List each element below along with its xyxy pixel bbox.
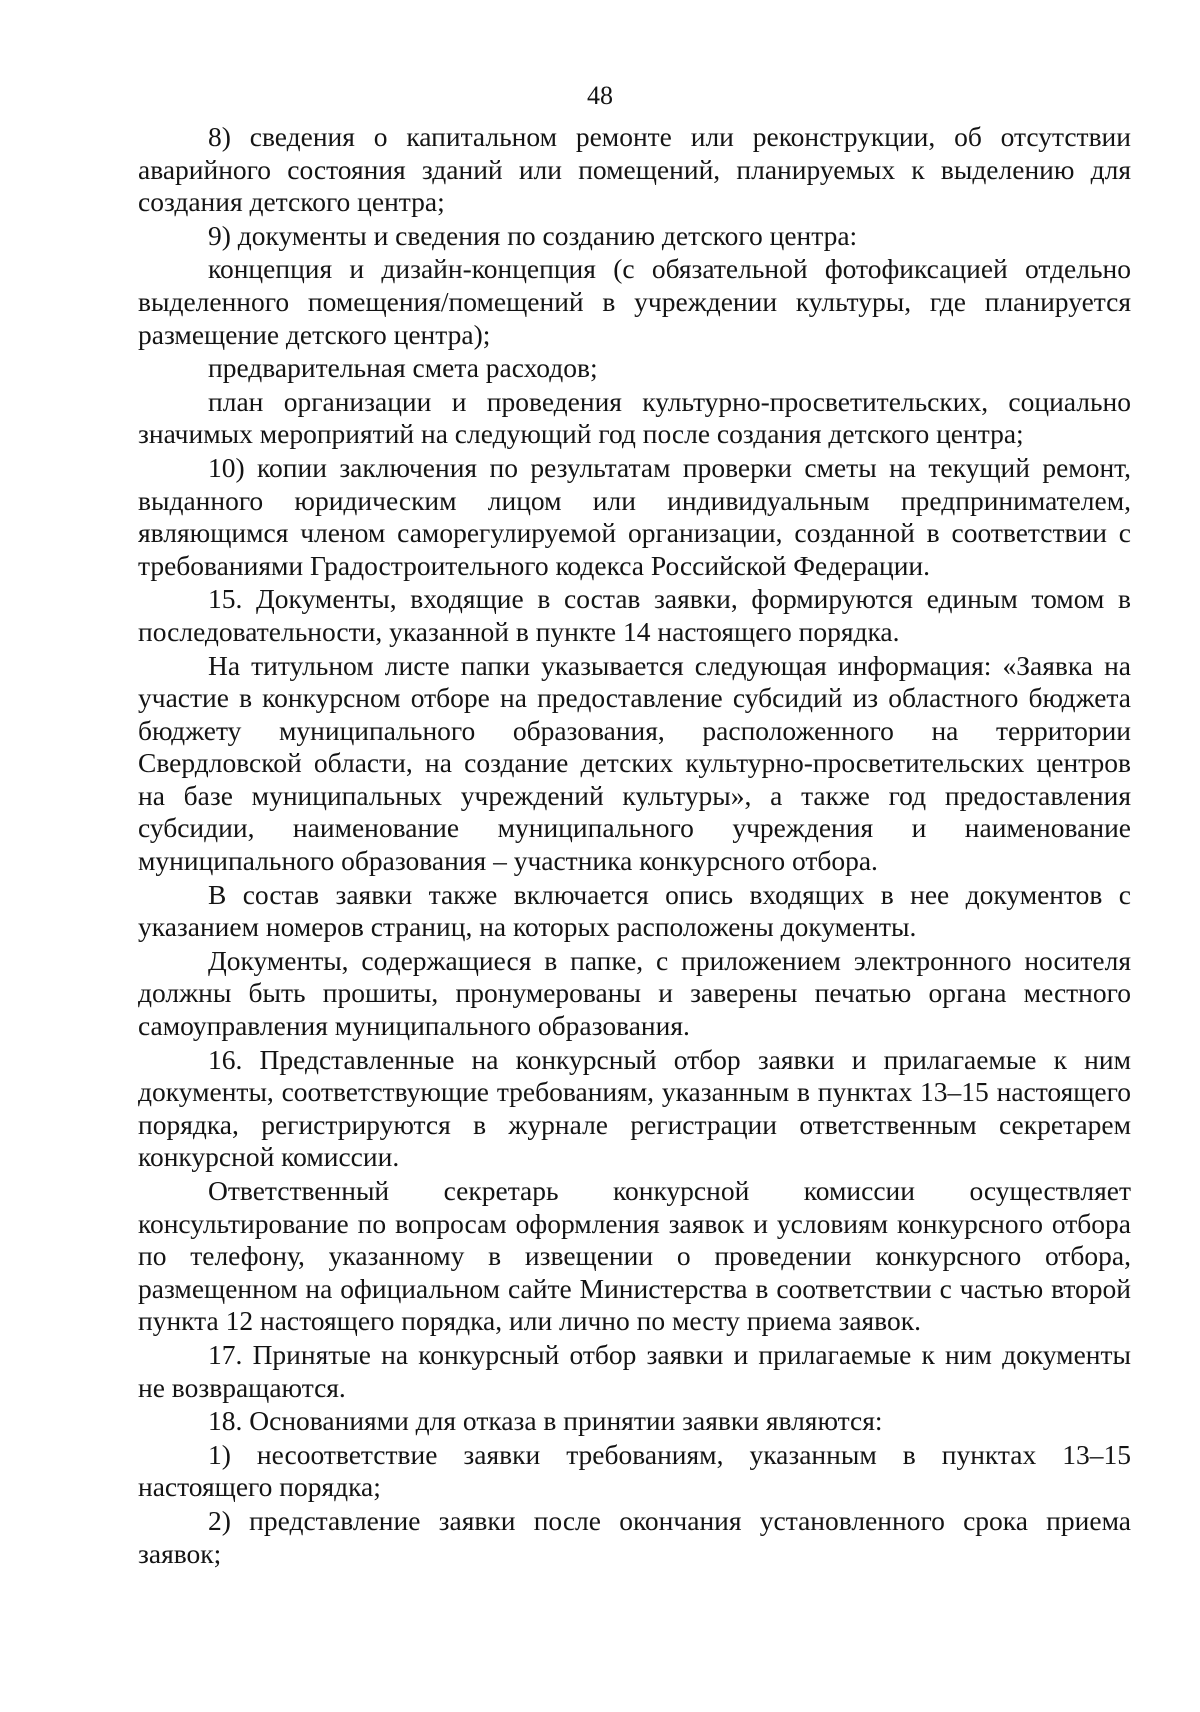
paragraph-reason-2: 2) представление заявки после окончания установленного срока приема заявок; <box>138 1504 1131 1569</box>
paragraph-clause-15: 15. Документы, входящие в состав заявки, формируются единым томом в последовательности, указанной в пункте 14 настоящего порядка. <box>138 583 1131 647</box>
paragraph-item-9: 9) документы и сведения по созданию детского центра: <box>208 219 858 251</box>
paragraph-concept: концепция и дизайн-концепция (с обязательной фотофиксацией отдельно выделенного помещения/помещений в учреждении культуры, где планируется размещение детского центра); <box>138 253 1131 350</box>
paragraph-binding: Документы, содержащиеся в папке, с приложением электронного носителя должны быть прошиты, пронумерованы и заверены печатью органа местного самоуправления муниципального образования. <box>138 944 1131 1042</box>
paragraph-clause-16: 16. Представленные на конкурсный отбор заявки и прилагаемые к ним документы, соответствующие требованиям, указанным в пунктах 13–15 настоящего порядка, регистрируются в журнале регистрации ответственным секретарем конкурсной комиссии. <box>138 1043 1131 1173</box>
paragraph-clause-18: 18. Основаниями для отказа в принятии заявки являются: <box>208 1405 883 1437</box>
document-body <box>138 121 1131 1570</box>
paragraph-reason-1: 1) несоответствие заявки требованиям, указанным в пунктах 13–15 настоящего порядка; <box>138 1438 1131 1503</box>
paragraph-title-sheet: На титульном листе папки указывается следующая информация: «Заявка на участие в конкурсном отборе на предоставление субсидий из областного бюджета бюджету муниципального образования, расположенного на территории Свердловской области, на создание детских культурно-просветительских центров на базе муниципальных учреждений культуры», а также год предоставления субсидии, наименование муниципального учреждения и наименование муниципального образования – участника конкурсного отбора. <box>138 649 1131 877</box>
paragraph-item-8: 8) сведения о капитальном ремонте или реконструкции, об отсутствии аварийного состояния зданий или помещений, планируемых к выделению для создания детского центра; <box>138 121 1131 218</box>
paragraph-clause-17: 17. Принятые на конкурсный отбор заявки и прилагаемые к ним документы не возвращаются. <box>138 1338 1131 1403</box>
paragraph-events-plan: план организации и проведения культурно-просветительских, социально значимых мероприятий на следующий год после создания детского центра; <box>138 385 1131 450</box>
paragraph-inventory: В состав заявки также включается опись входящих в нее документов с указанием номеров страниц, на которых расположены документы. <box>138 878 1131 943</box>
paragraph-secretary: Ответственный секретарь конкурсной комиссии осуществляет консультирование по вопросам оформления заявок и условиям конкурсного отбора по телефону, указанному в извещении о проведении конкурсного отбора, размещенном на официальном сайте Министерства в соответствии с частью второй пункта 12 настоящего порядка, или лично по месту приема заявок. <box>138 1175 1131 1337</box>
paragraph-item-10: 10) копии заключения по результатам проверки сметы на текущий ремонт, выданного юридическим лицом или индивидуальным предпринимателем, являющимся членом саморегулируемой организации, созданной в соответствии с требованиями Градостроительного кодекса Российской Федерации. <box>138 451 1131 581</box>
page-number: 48 <box>587 81 613 110</box>
paragraph-estimate: предварительная смета расходов; <box>208 352 598 384</box>
